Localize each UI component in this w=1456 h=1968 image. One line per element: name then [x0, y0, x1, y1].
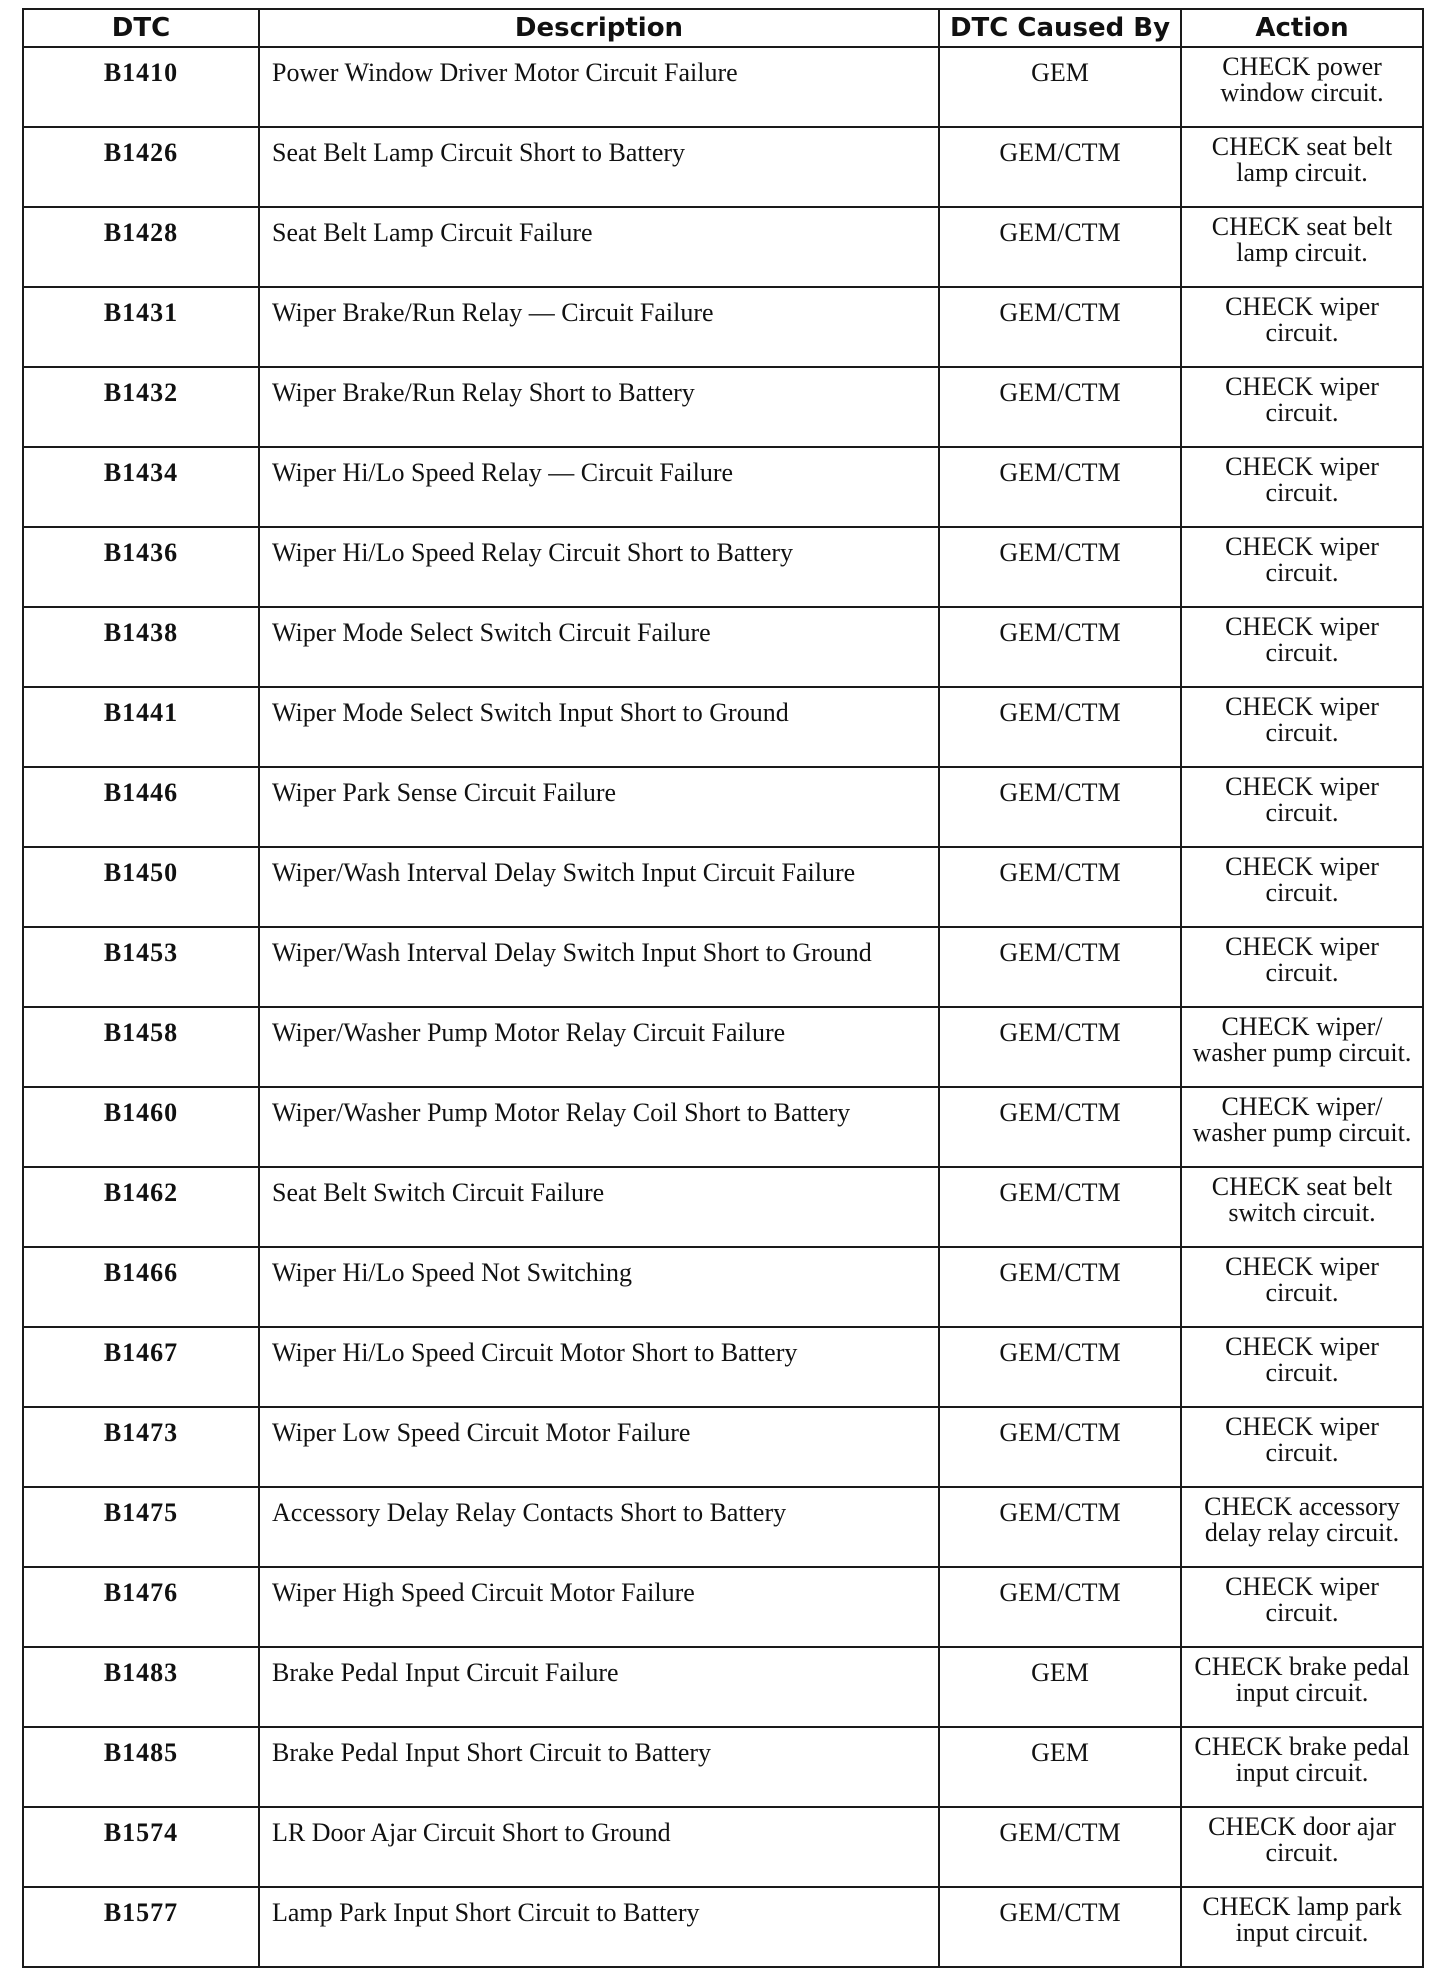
- action-line: CHECK seat belt: [1211, 1172, 1393, 1201]
- dtc-code-cell: B1462: [23, 1167, 259, 1247]
- action-line: circuit.: [1265, 1438, 1339, 1467]
- action-line: switch circuit.: [1228, 1198, 1376, 1227]
- action-cell: [1181, 1007, 1423, 1087]
- caused-by-cell: GEM/CTM: [939, 1887, 1181, 1967]
- header-action: Action: [1181, 9, 1423, 47]
- action-line: CHECK wiper: [1225, 372, 1379, 401]
- description-cell: Seat Belt Lamp Circuit Failure: [259, 207, 939, 287]
- table-row: [23, 847, 1423, 927]
- action-cell: [1181, 527, 1423, 607]
- action-line: circuit.: [1265, 1278, 1339, 1307]
- action-line: circuit.: [1265, 478, 1339, 507]
- dtc-code-cell: B1428: [23, 207, 259, 287]
- table-row: [23, 1567, 1423, 1647]
- caused-by-cell: GEM: [939, 1727, 1181, 1807]
- action-line: CHECK brake pedal: [1194, 1732, 1410, 1761]
- dtc-code-cell: B1453: [23, 927, 259, 1007]
- caused-by-cell: GEM/CTM: [939, 127, 1181, 207]
- dtc-code-cell: B1446: [23, 767, 259, 847]
- action-line: circuit.: [1265, 638, 1339, 667]
- table-row: [23, 1807, 1423, 1887]
- caused-by-cell: GEM/CTM: [939, 527, 1181, 607]
- description-cell: Wiper Hi/Lo Speed Circuit Motor Short to Battery: [259, 1327, 939, 1407]
- action-cell: [1181, 927, 1423, 1007]
- description-cell: Seat Belt Lamp Circuit Short to Battery: [259, 127, 939, 207]
- table-row: [23, 1167, 1423, 1247]
- caused-by-cell: GEM/CTM: [939, 447, 1181, 527]
- dtc-code-cell: B1458: [23, 1007, 259, 1087]
- caused-by-cell: GEM/CTM: [939, 1327, 1181, 1407]
- caused-by-cell: GEM/CTM: [939, 1007, 1181, 1087]
- table-row: [23, 127, 1423, 207]
- action-line: circuit.: [1265, 1358, 1339, 1387]
- table-row: [23, 287, 1423, 367]
- description-cell: Wiper/Washer Pump Motor Relay Circuit Failure: [259, 1007, 939, 1087]
- action-cell: [1181, 127, 1423, 207]
- dtc-code-cell: B1485: [23, 1727, 259, 1807]
- description-cell: Wiper Mode Select Switch Circuit Failure: [259, 607, 939, 687]
- dtc-code-cell: B1441: [23, 687, 259, 767]
- action-line: washer pump circuit.: [1192, 1118, 1412, 1147]
- dtc-code-cell: B1410: [23, 47, 259, 127]
- table-row: [23, 1007, 1423, 1087]
- caused-by-cell: GEM: [939, 1647, 1181, 1727]
- action-line: CHECK wiper: [1225, 772, 1379, 801]
- action-line: CHECK wiper: [1225, 692, 1379, 721]
- caused-by-cell: GEM/CTM: [939, 767, 1181, 847]
- action-line: CHECK accessory: [1204, 1492, 1400, 1521]
- action-line: input circuit.: [1235, 1918, 1369, 1947]
- description-cell: Wiper Hi/Lo Speed Not Switching: [259, 1247, 939, 1327]
- table-row: [23, 447, 1423, 527]
- description-cell: Brake Pedal Input Short Circuit to Battery: [259, 1727, 939, 1807]
- dtc-code-cell: B1432: [23, 367, 259, 447]
- action-line: CHECK wiper: [1225, 1332, 1379, 1361]
- table-row: [23, 607, 1423, 687]
- caused-by-cell: GEM/CTM: [939, 1167, 1181, 1247]
- action-line: circuit.: [1265, 1598, 1339, 1627]
- caused-by-cell: GEM/CTM: [939, 1407, 1181, 1487]
- description-cell: LR Door Ajar Circuit Short to Ground: [259, 1807, 939, 1887]
- action-cell: [1181, 1167, 1423, 1247]
- table-body: [23, 47, 1423, 1967]
- table-header: [23, 9, 1423, 47]
- dtc-code-cell: B1574: [23, 1807, 259, 1887]
- action-cell: [1181, 1647, 1423, 1727]
- description-cell: Wiper Brake/Run Relay Short to Battery: [259, 367, 939, 447]
- table-row: [23, 1327, 1423, 1407]
- action-cell: [1181, 1247, 1423, 1327]
- action-cell: [1181, 1887, 1423, 1967]
- caused-by-cell: GEM/CTM: [939, 607, 1181, 687]
- table-row: [23, 1407, 1423, 1487]
- description-cell: Wiper High Speed Circuit Motor Failure: [259, 1567, 939, 1647]
- action-line: delay relay circuit.: [1204, 1518, 1400, 1547]
- caused-by-cell: GEM/CTM: [939, 1087, 1181, 1167]
- action-line: CHECK door ajar: [1208, 1812, 1396, 1841]
- action-cell: [1181, 207, 1423, 287]
- action-line: circuit.: [1265, 878, 1339, 907]
- table-row: [23, 527, 1423, 607]
- action-cell: [1181, 1327, 1423, 1407]
- action-line: circuit.: [1265, 958, 1339, 987]
- action-line: CHECK wiper: [1225, 532, 1379, 561]
- action-cell: [1181, 767, 1423, 847]
- action-line: CHECK wiper: [1225, 852, 1379, 881]
- dtc-code-cell: B1475: [23, 1487, 259, 1567]
- description-cell: Power Window Driver Motor Circuit Failure: [259, 47, 939, 127]
- description-cell: Wiper/Wash Interval Delay Switch Input Short to Ground: [259, 927, 939, 1007]
- caused-by-cell: GEM: [939, 47, 1181, 127]
- dtc-code-cell: B1473: [23, 1407, 259, 1487]
- description-cell: Wiper Park Sense Circuit Failure: [259, 767, 939, 847]
- dtc-code-cell: B1450: [23, 847, 259, 927]
- table-row: [23, 47, 1423, 127]
- table-row: [23, 767, 1423, 847]
- dtc-code-cell: B1431: [23, 287, 259, 367]
- action-line: CHECK brake pedal: [1194, 1652, 1410, 1681]
- action-line: CHECK wiper: [1225, 932, 1379, 961]
- action-cell: [1181, 367, 1423, 447]
- dtc-code-cell: B1476: [23, 1567, 259, 1647]
- table-row: [23, 1247, 1423, 1327]
- table-row: [23, 1087, 1423, 1167]
- dtc-code-cell: B1466: [23, 1247, 259, 1327]
- action-cell: [1181, 687, 1423, 767]
- action-cell: [1181, 1487, 1423, 1567]
- caused-by-cell: GEM/CTM: [939, 367, 1181, 447]
- action-cell: [1181, 1087, 1423, 1167]
- description-cell: Wiper Brake/Run Relay — Circuit Failure: [259, 287, 939, 367]
- description-cell: Wiper/Wash Interval Delay Switch Input Circuit Failure: [259, 847, 939, 927]
- table-row: [23, 1727, 1423, 1807]
- action-cell: [1181, 1807, 1423, 1887]
- action-cell: [1181, 447, 1423, 527]
- table-row: [23, 927, 1423, 1007]
- caused-by-cell: GEM/CTM: [939, 927, 1181, 1007]
- action-line: washer pump circuit.: [1192, 1038, 1412, 1067]
- description-cell: Wiper/Washer Pump Motor Relay Coil Short to Battery: [259, 1087, 939, 1167]
- description-cell: Seat Belt Switch Circuit Failure: [259, 1167, 939, 1247]
- action-line: circuit.: [1265, 558, 1339, 587]
- table-row: [23, 687, 1423, 767]
- action-line: CHECK seat belt: [1211, 212, 1393, 241]
- action-line: circuit.: [1265, 1838, 1339, 1867]
- description-cell: Brake Pedal Input Circuit Failure: [259, 1647, 939, 1727]
- action-cell: [1181, 847, 1423, 927]
- table-row: [23, 1887, 1423, 1967]
- header-dtc: DTC: [23, 9, 259, 47]
- action-line: CHECK wiper: [1225, 292, 1379, 321]
- dtc-code-cell: B1467: [23, 1327, 259, 1407]
- caused-by-cell: GEM/CTM: [939, 1247, 1181, 1327]
- action-line: CHECK wiper/: [1221, 1092, 1383, 1121]
- action-line: CHECK wiper/: [1221, 1012, 1383, 1041]
- dtc-code-cell: B1438: [23, 607, 259, 687]
- action-line: circuit.: [1265, 318, 1339, 347]
- description-cell: Wiper Hi/Lo Speed Relay Circuit Short to Battery: [259, 527, 939, 607]
- caused-by-cell: GEM/CTM: [939, 687, 1181, 767]
- dtc-code-cell: B1483: [23, 1647, 259, 1727]
- description-cell: Lamp Park Input Short Circuit to Battery: [259, 1887, 939, 1967]
- header-row: [23, 9, 1423, 47]
- caused-by-cell: GEM/CTM: [939, 1487, 1181, 1567]
- action-line: CHECK lamp park: [1202, 1892, 1402, 1921]
- action-line: input circuit.: [1235, 1678, 1369, 1707]
- table-row: [23, 1487, 1423, 1567]
- action-line: CHECK wiper: [1225, 612, 1379, 641]
- dtc-table: [22, 8, 1424, 1968]
- action-line: circuit.: [1265, 718, 1339, 747]
- header-caused-by: DTC Caused By: [939, 9, 1181, 47]
- dtc-code-cell: B1460: [23, 1087, 259, 1167]
- action-cell: [1181, 607, 1423, 687]
- dtc-code-cell: B1436: [23, 527, 259, 607]
- action-line: CHECK wiper: [1225, 1252, 1379, 1281]
- action-cell: [1181, 1727, 1423, 1807]
- action-cell: [1181, 1407, 1423, 1487]
- action-line: window circuit.: [1220, 78, 1384, 107]
- caused-by-cell: GEM/CTM: [939, 1807, 1181, 1887]
- description-cell: Wiper Low Speed Circuit Motor Failure: [259, 1407, 939, 1487]
- action-line: CHECK seat belt: [1211, 132, 1393, 161]
- action-line: input circuit.: [1235, 1758, 1369, 1787]
- action-line: lamp circuit.: [1236, 158, 1368, 187]
- caused-by-cell: GEM/CTM: [939, 287, 1181, 367]
- dtc-code-cell: B1577: [23, 1887, 259, 1967]
- dtc-code-cell: B1426: [23, 127, 259, 207]
- table-row: [23, 1647, 1423, 1727]
- action-line: circuit.: [1265, 398, 1339, 427]
- dtc-code-cell: B1434: [23, 447, 259, 527]
- description-cell: Wiper Mode Select Switch Input Short to Ground: [259, 687, 939, 767]
- caused-by-cell: GEM/CTM: [939, 207, 1181, 287]
- action-line: CHECK wiper: [1225, 452, 1379, 481]
- action-line: circuit.: [1265, 798, 1339, 827]
- action-cell: [1181, 287, 1423, 367]
- action-line: CHECK wiper: [1225, 1572, 1379, 1601]
- caused-by-cell: GEM/CTM: [939, 847, 1181, 927]
- action-cell: [1181, 47, 1423, 127]
- description-cell: Wiper Hi/Lo Speed Relay — Circuit Failure: [259, 447, 939, 527]
- header-description: Description: [259, 9, 939, 47]
- action-line: CHECK power: [1222, 52, 1382, 81]
- description-cell: Accessory Delay Relay Contacts Short to Battery: [259, 1487, 939, 1567]
- action-line: CHECK wiper: [1225, 1412, 1379, 1441]
- action-line: lamp circuit.: [1236, 238, 1368, 267]
- action-cell: [1181, 1567, 1423, 1647]
- caused-by-cell: GEM/CTM: [939, 1567, 1181, 1647]
- table-row: [23, 367, 1423, 447]
- table-row: [23, 207, 1423, 287]
